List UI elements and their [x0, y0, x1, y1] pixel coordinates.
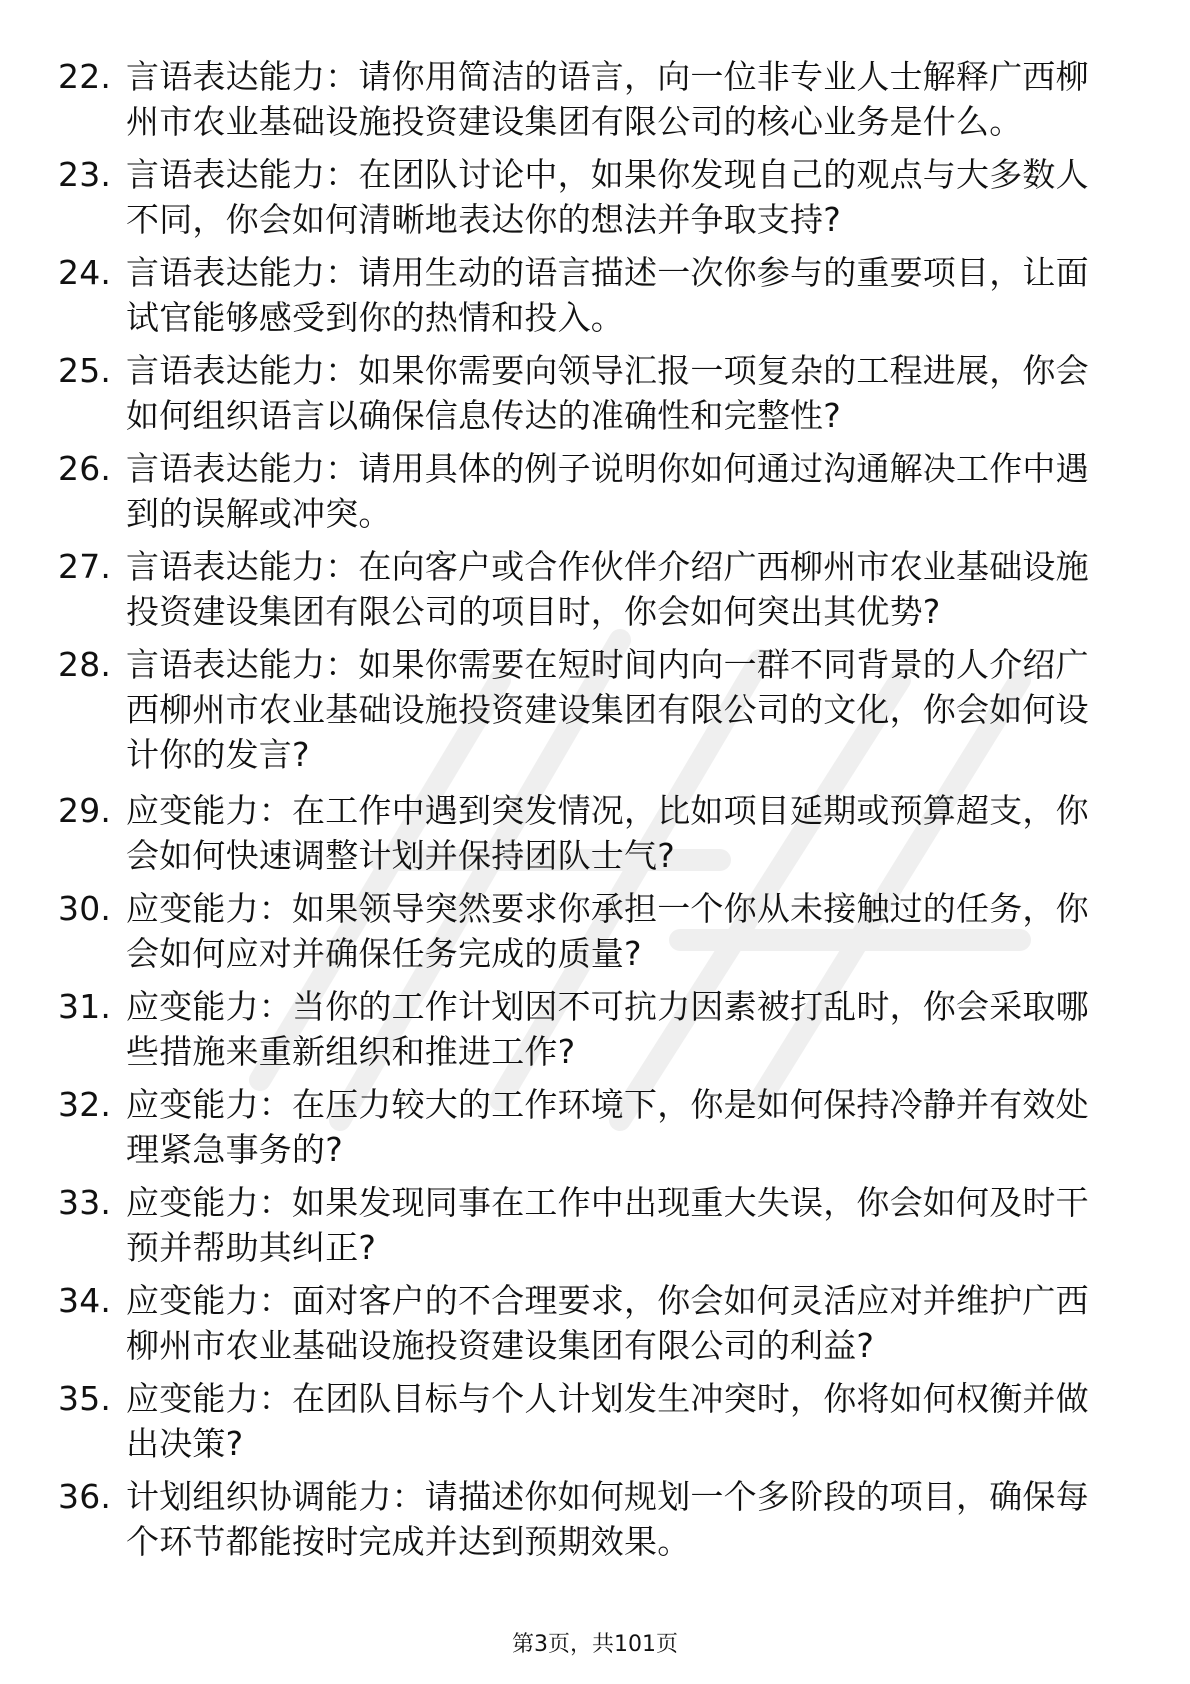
question-item [58, 1082, 1118, 1172]
question-number: 27. [58, 547, 112, 586]
question-number: 25. [58, 351, 112, 390]
page-footer [0, 1630, 1190, 1660]
question-text: 言语表达能力：请你用简洁的语言，向一位非专业人士解释广西柳州市农业基础设施投资建设集团有限公司的核心业务是什么。 [126, 57, 1089, 141]
question-number: 31. [58, 987, 112, 1026]
question-item [58, 1376, 1118, 1466]
question-item [58, 984, 1118, 1074]
question-item [58, 544, 1118, 634]
question-number: 32. [58, 1085, 112, 1124]
question-item [58, 446, 1118, 536]
question-number: 33. [58, 1183, 112, 1222]
question-text: 言语表达能力：请用具体的例子说明你如何通过沟通解决工作中遇到的误解或冲突。 [126, 449, 1089, 533]
question-item [58, 1180, 1118, 1270]
question-number: 30. [58, 889, 112, 928]
question-item [58, 152, 1118, 242]
question-item [58, 348, 1118, 438]
question-number: 35. [58, 1379, 112, 1418]
question-number: 23. [58, 155, 112, 194]
question-number: 26. [58, 449, 112, 488]
question-number: 22. [58, 57, 112, 96]
question-text: 应变能力：面对客户的不合理要求，你会如何灵活应对并维护广西柳州市农业基础设施投资建设集团有限公司的利益? [126, 1281, 1089, 1365]
question-item [58, 250, 1118, 340]
question-text: 言语表达能力：在团队讨论中，如果你发现自己的观点与大多数人不同，你会如何清晰地表达你的想法并争取支持? [126, 155, 1089, 239]
question-number: 29. [58, 791, 112, 830]
question-item [58, 1278, 1118, 1368]
question-number: 24. [58, 253, 112, 292]
question-number: 36. [58, 1477, 112, 1516]
question-text: 应变能力：当你的工作计划因不可抗力因素被打乱时，你会采取哪些措施来重新组织和推进工作? [126, 987, 1089, 1071]
question-text: 言语表达能力：如果你需要向领导汇报一项复杂的工程进展，你会如何组织语言以确保信息传达的准确性和完整性? [126, 351, 1089, 435]
question-text: 计划组织协调能力：请描述你如何规划一个多阶段的项目，确保每个环节都能按时完成并达到预期效果。 [126, 1477, 1089, 1561]
question-text: 应变能力：在工作中遇到突发情况，比如项目延期或预算超支，你会如何快速调整计划并保持团队士气? [126, 791, 1089, 875]
question-text: 应变能力：如果发现同事在工作中出现重大失误，你会如何及时干预并帮助其纠正? [126, 1183, 1089, 1267]
question-text: 言语表达能力：请用生动的语言描述一次你参与的重要项目，让面试官能够感受到你的热情和投入。 [126, 253, 1089, 337]
question-item [58, 886, 1118, 976]
page-number-label: 第3页，共101页 [512, 1632, 678, 1657]
question-number: 28. [58, 645, 112, 684]
question-item [58, 54, 1118, 144]
question-item [58, 1474, 1118, 1564]
question-text: 应变能力：如果领导突然要求你承担一个你从未接触过的任务，你会如何应对并确保任务完成的质量? [126, 889, 1089, 973]
question-text: 言语表达能力：在向客户或合作伙伴介绍广西柳州市农业基础设施投资建设集团有限公司的项目时，你会如何突出其优势? [126, 547, 1089, 631]
question-number: 34. [58, 1281, 112, 1320]
question-text: 应变能力：在团队目标与个人计划发生冲突时，你将如何权衡并做出决策? [126, 1379, 1089, 1463]
question-item [58, 788, 1118, 878]
question-item [58, 642, 1118, 777]
question-text: 言语表达能力：如果你需要在短时间内向一群不同背景的人介绍广西柳州市农业基础设施投资建设集团有限公司的文化，你会如何设计你的发言? [126, 645, 1089, 774]
question-text: 应变能力：在压力较大的工作环境下，你是如何保持冷静并有效处理紧急事务的? [126, 1085, 1089, 1169]
